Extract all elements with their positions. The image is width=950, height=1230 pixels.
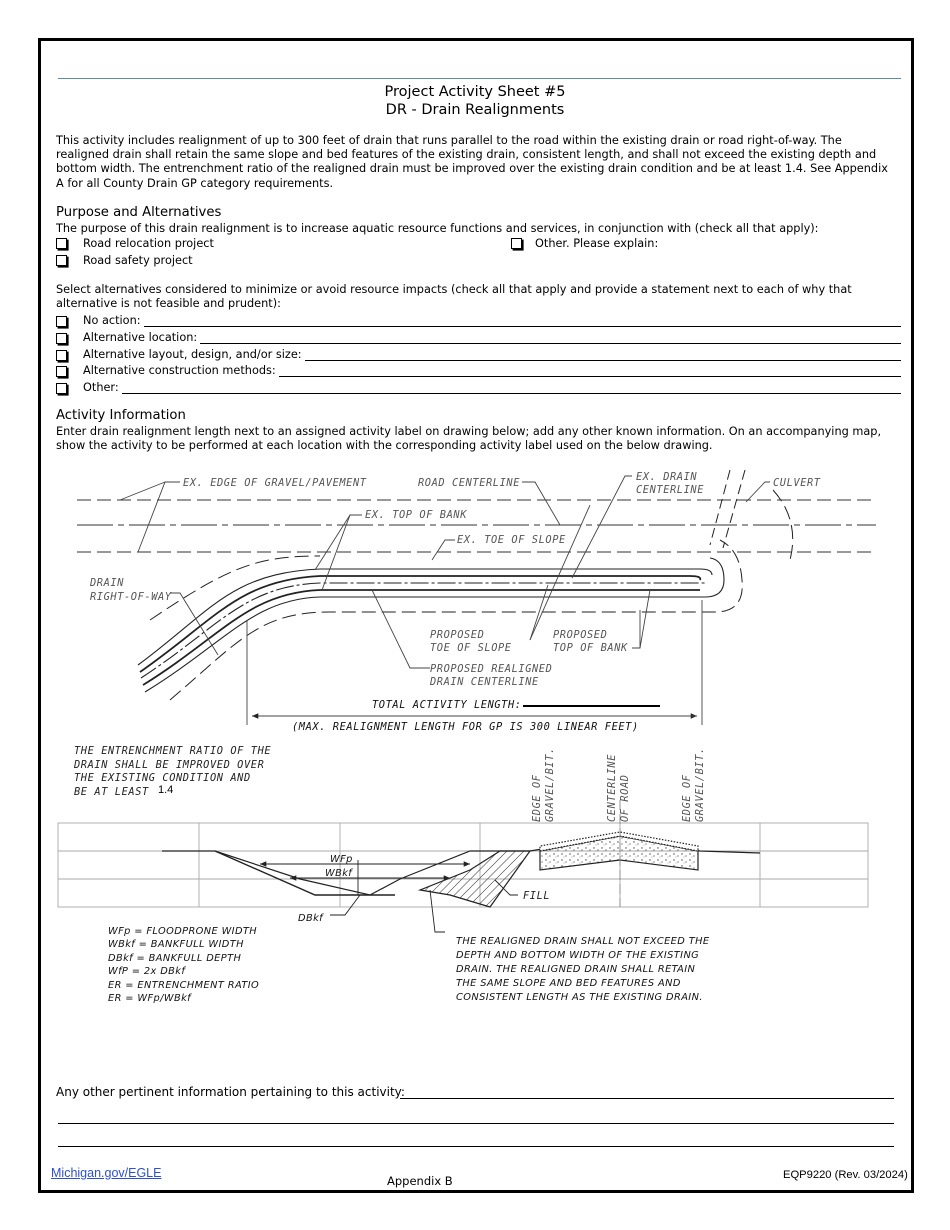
checkbox-label: Other. Please explain: (535, 237, 659, 250)
entrenchment-note-4: BE AT LEAST (74, 786, 149, 798)
purpose-text: The purpose of this drain realignment is to increase aquatic resource functions and services, in conjunction with (check all that apply): (56, 222, 819, 235)
label-dbkf: DBkf (298, 913, 323, 924)
realigned-note-3: DRAIN. THE REALIGNED DRAIN SHALL RETAIN (456, 964, 696, 975)
label-max-length: (MAX. REALIGNMENT LENGTH FOR GP IS 300 LINEAR FEET) (292, 721, 639, 733)
label-road-centerline: ROAD CENTERLINE (418, 477, 520, 489)
section-profile (162, 800, 760, 932)
centerline-2: OF ROAD (619, 774, 631, 822)
realigned-note-1: THE REALIGNED DRAIN SHALL NOT EXCEED THE (456, 936, 710, 947)
page-title: Project Activity Sheet #5 (384, 84, 566, 100)
label-drain-row-2: RIGHT-OF-WAY (90, 591, 172, 603)
alternatives-text: Select alternatives considered to minimize or avoid resource impacts (check all that apply and provide a statement next to each of why that alternative is not feasible and prudent): (56, 283, 852, 311)
label-top-of-bank: EX. TOP OF BANK (365, 509, 467, 521)
purpose-heading: Purpose and Alternatives (56, 205, 222, 220)
label-prop-realigned-2: DRAIN CENTERLINE (430, 676, 539, 688)
label-drain-row-1: DRAIN (90, 577, 124, 589)
label-total-length: TOTAL ACTIVITY LENGTH: (372, 699, 522, 711)
other-info-line-2[interactable] (58, 1123, 894, 1124)
label-drain-centerline-1: EX. DRAIN (636, 471, 698, 483)
entrenchment-note-2: DRAIN SHALL BE IMPROVED OVER (74, 759, 265, 771)
footer-appendix: Appendix B (387, 1174, 453, 1188)
alt-label: Alternative construction methods: (83, 364, 276, 377)
realigned-note-2: DEPTH AND BOTTOM WIDTH OF THE EXISTING (456, 950, 700, 961)
label-culvert: CULVERT (773, 477, 821, 489)
entrenchment-note-3: THE EXISTING CONDITION AND (74, 772, 251, 784)
other-info-line-1[interactable] (400, 1098, 894, 1099)
activity-heading: Activity Information (56, 408, 186, 423)
label-edge-gravel: EX. EDGE OF GRAVEL/PAVEMENT (183, 477, 367, 489)
label-wfp: WFp (330, 854, 353, 865)
page-subtitle: DR - Drain Realignments (385, 102, 565, 118)
section-labels (73, 745, 710, 1004)
realigned-note-5: CONSISTENT LENGTH AS THE EXISTING DRAIN. (456, 992, 703, 1003)
entrenchment-note-1: THE ENTRENCHMENT RATIO OF THE (74, 745, 272, 757)
legend-2: WBkf = BANKFULL WIDTH (108, 939, 244, 950)
activity-text: Enter drain realignment length next to an assigned activity label on drawing below; add any other known information. On an accompanying map, show the activity to be performed at each location with the corresponding activity label used on the below drawing. (56, 425, 882, 453)
edge-left-2: GRAVEL/BIT. (544, 747, 556, 822)
edge-right-2: GRAVEL/BIT. (694, 747, 706, 822)
alt-label: Alternative layout, design, and/or size: (83, 348, 302, 361)
footer-form-number: EQP9220 (Rev. 03/2024) (783, 1169, 908, 1181)
label-prop-toe-1: PROPOSED (430, 629, 485, 641)
label-prop-realigned-1: PROPOSED REALIGNED (430, 663, 553, 675)
label-drain-centerline-2: CENTERLINE (636, 484, 704, 496)
checkbox-label: Road relocation project (83, 237, 214, 250)
realigned-note-4: THE SAME SLOPE AND BED FEATURES AND (456, 978, 681, 989)
alt-label: No action: (83, 314, 141, 327)
legend-6: ER = WFp/WBkf (108, 993, 192, 1004)
label-wbkf: WBkf (325, 868, 353, 879)
alt-label: Alternative location: (83, 331, 198, 344)
label-prop-top-1: PROPOSED (553, 629, 608, 641)
label-fill: FILL (523, 890, 551, 902)
legend-4: WfP = 2x DBkf (108, 966, 186, 977)
label-prop-toe-2: TOE OF SLOPE (430, 642, 512, 654)
plan-labels (89, 471, 821, 733)
other-info-line-3[interactable] (58, 1146, 894, 1147)
legend-5: ER = ENTRENCHMENT RATIO (108, 980, 260, 991)
label-toe-of-slope: EX. TOE OF SLOPE (457, 534, 566, 546)
legend-3: DBkf = BANKFULL DEPTH (108, 953, 242, 964)
centerline-1: CENTERLINE (606, 754, 618, 822)
alt-label: Other: (83, 381, 119, 394)
entrenchment-value: 1.4 (158, 784, 174, 796)
label-prop-top-2: TOP OF BANK (553, 642, 628, 654)
legend-1: WFp = FLOODPRONE WIDTH (108, 926, 258, 937)
checkbox-label: Road safety project (83, 254, 193, 267)
edge-right-1: EDGE OF (681, 774, 693, 822)
other-info-label: Any other pertinent information pertaining to this activity: (56, 1085, 405, 1099)
intro-paragraph: This activity includes realignment of up to 300 feet of drain that runs parallel to the road within the existing drain or road right-of-way. The realigned drain shall retain the same slope and bed features of the existing drain, consistent length, and shall not exceed the existing depth and bottom width. The entrenchment ratio of the realigned drain must be improved over the existing drain condition and be at least 1.4. See Appendix A for all County Drain GP category requirements. (56, 134, 888, 190)
egle-link[interactable]: Michigan.gov/EGLE (51, 1166, 162, 1180)
edge-left-1: EDGE OF (531, 774, 543, 822)
